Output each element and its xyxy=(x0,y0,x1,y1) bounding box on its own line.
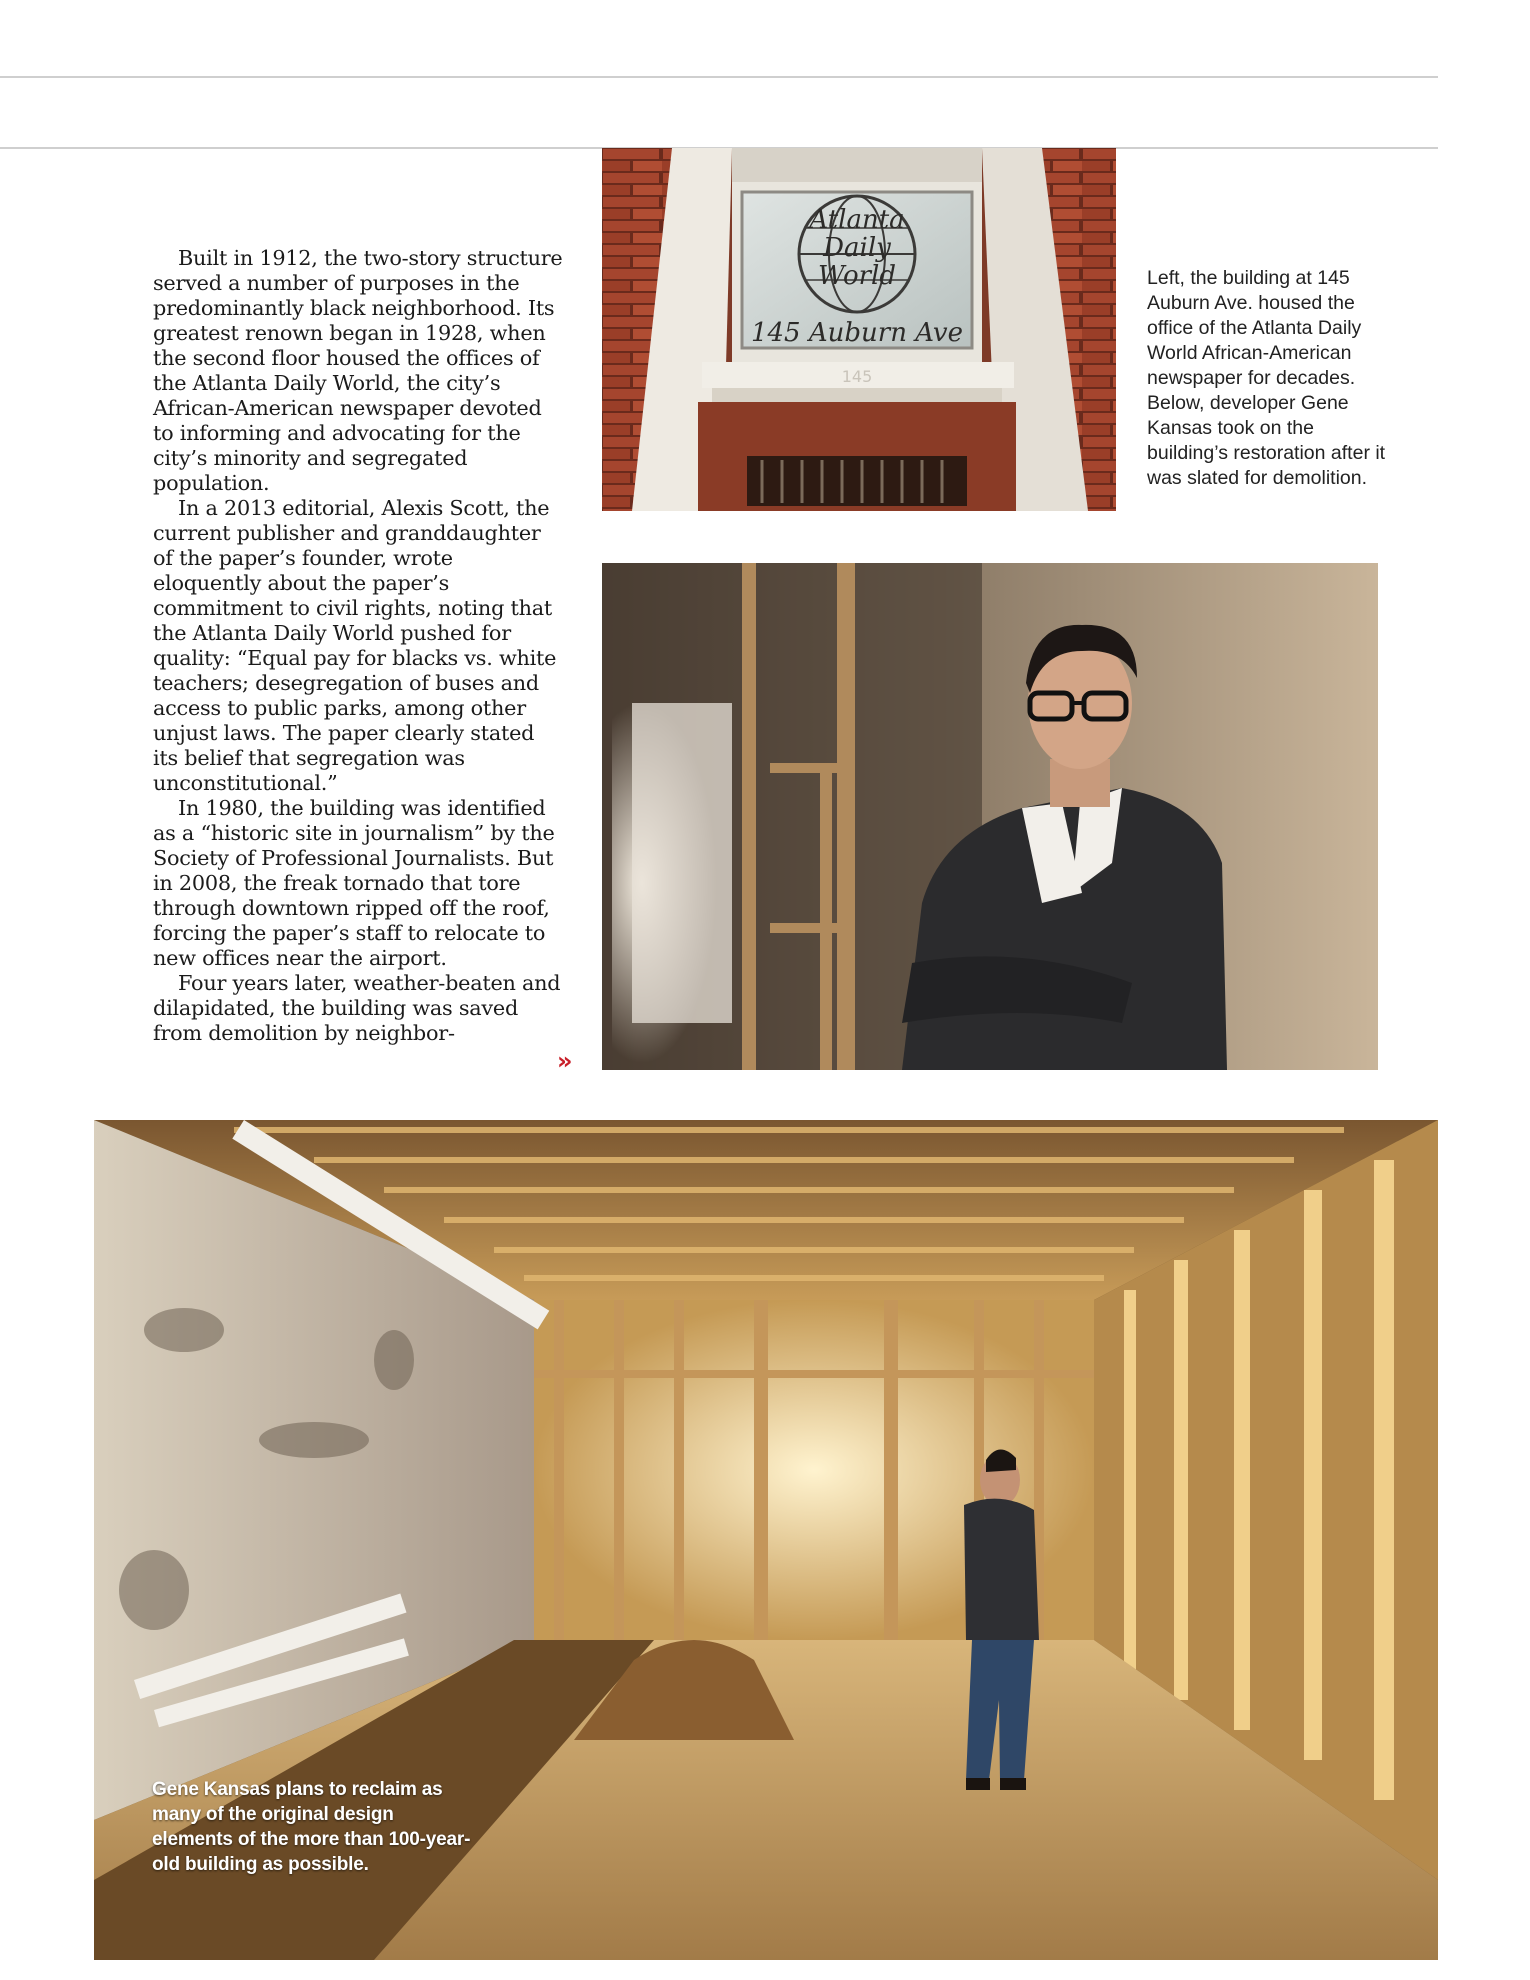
article-body xyxy=(153,246,563,1046)
top-rule xyxy=(0,76,1438,78)
sign-photo xyxy=(602,148,1116,511)
portrait-photo xyxy=(602,563,1378,1070)
sign-title-line3: World xyxy=(818,261,896,291)
sign-address: 145 Auburn Ave xyxy=(750,318,964,348)
paragraph: Four years later, weather-beaten and dilapidated, the building was saved from demolition by neighbor- xyxy=(153,971,561,1045)
paragraph: In 1980, the building was identified as a “historic site in journalism” by the Society of Professional Journalists. But in 2008, the freak tornado that tore through downtown ripped off the roof, forcing the paper’s staff to relocate to new offices near the airport. xyxy=(153,796,555,970)
sill-number: 145 xyxy=(841,367,873,386)
sign-title-line1: Atlanta xyxy=(809,205,905,235)
photo-caption-top: Left, the building at 145 Auburn Ave. housed the office of the Atlanta Daily World African-American newspaper for decades. Below, developer Gene Kansas took on the building’s restoration after it was slated for demolition. xyxy=(1147,267,1386,489)
sign-title-line2: Daily xyxy=(823,233,891,263)
paragraph: Built in 1912, the two-story structure served a number of purposes in the predominantly black neighborhood. Its greatest renown began in 1928, when the second floor housed the offices of the Atlanta Daily World, the city’s African-American newspaper devoted to informing and advocating for the city’s minority and segregated population. xyxy=(153,246,563,495)
paragraph: In a 2013 editorial, Alexis Scott, the current publisher and granddaughter of the paper’s founder, wrote eloquently about the paper’s commitment to civil rights, noting that the Atlanta Daily World pushed for quality: “Equal pay for blacks vs. white teachers; desegregation of buses and access to public parks, among other unjust laws. The paper clearly stated its belief that segregation was unconstitutional.” xyxy=(153,496,557,795)
photo-caption-interior: Gene Kansas plans to reclaim as many of the original design elements of the more than 100-year-old building as possible. xyxy=(152,1779,471,1875)
continue-arrow-icon: » xyxy=(557,1047,573,1075)
